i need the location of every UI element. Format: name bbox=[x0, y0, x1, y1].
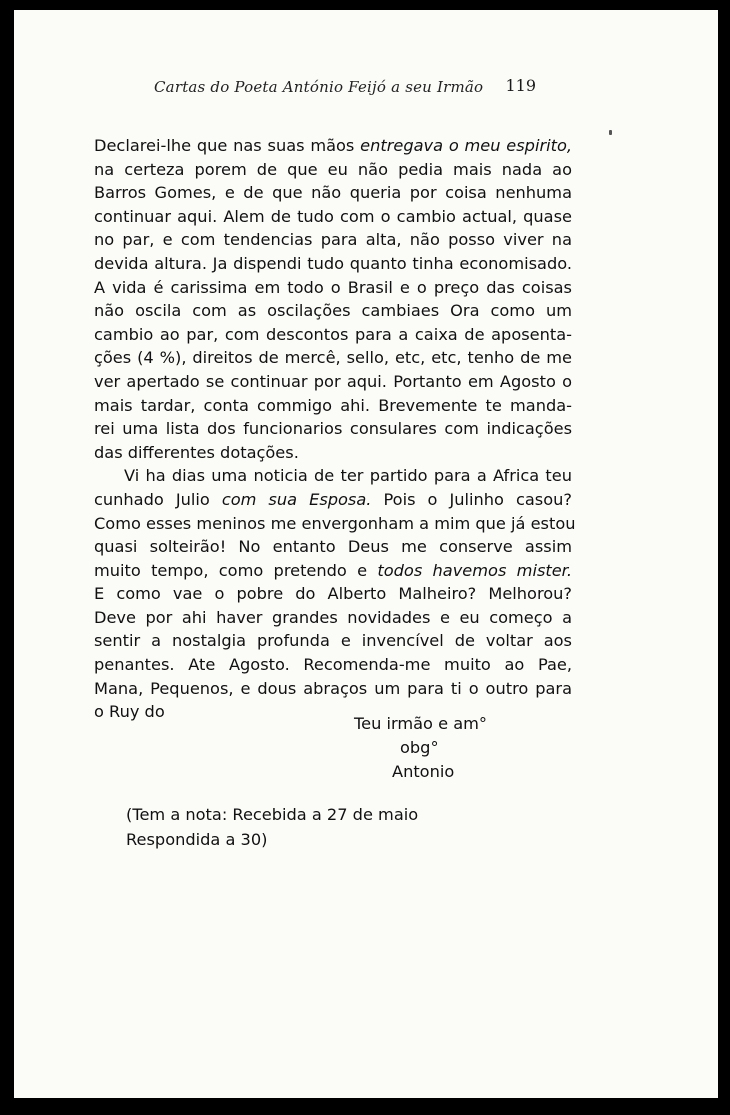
signature-closing: Teu irmão e am° bbox=[354, 714, 487, 733]
text-segment: muito tempo, como pretendo e bbox=[94, 560, 378, 580]
text-segment: cunhado Julio bbox=[94, 489, 222, 509]
text-segment: rei uma lista dos funcionarios consulares com indicações bbox=[94, 419, 572, 439]
text-segment: E como vae o pobre do Alberto Malheiro? Melhorou? bbox=[94, 584, 572, 604]
letter-line bbox=[94, 535, 572, 559]
letter-line bbox=[94, 606, 572, 630]
italic-phrase: com sua Esposa. bbox=[221, 489, 372, 509]
text-segment: ções (4 %), direitos de mercê, sello, etc, etc, tenho de me bbox=[94, 348, 572, 368]
text-segment: Mana, Pequenos, e dous abraços um para ti o outro para bbox=[94, 678, 572, 698]
text-segment: Deve por ahi haver grandes novidades e eu começo a bbox=[94, 607, 572, 627]
text-segment: na certeza porem de que eu não pedia mais nada ao bbox=[94, 159, 572, 179]
text-segment: devida altura. Ja dispendi tudo quanto tinha economisado. bbox=[94, 253, 572, 273]
text-segment: A vida é carissima em todo o Brasil e o preço das coisas bbox=[94, 277, 572, 297]
text-segment: penantes. Ate Agosto. Recomenda-me muito ao Pae, bbox=[94, 655, 572, 675]
letter-line bbox=[94, 464, 572, 488]
text-segment: no par, e com tendencias para alta, não posso viver na bbox=[94, 230, 572, 250]
text-segment: cambio ao par, com descontos para a caixa de aposenta- bbox=[94, 324, 572, 344]
text-segment: ver apertado se continuar por aqui. Portanto em Agosto o bbox=[94, 371, 572, 391]
letter-line bbox=[94, 394, 572, 418]
signature-block bbox=[354, 712, 554, 784]
text-segment: Barros Gomes, e de que não queria por coisa nenhuma bbox=[94, 183, 572, 203]
letter-line bbox=[94, 299, 572, 323]
letter-line bbox=[94, 370, 572, 394]
text-segment: das differentes dotações. bbox=[94, 442, 299, 462]
letter-line bbox=[94, 134, 572, 158]
text-segment: quasi solteirão! No entanto Deus me conserve assim bbox=[94, 537, 572, 557]
letter-line bbox=[94, 512, 576, 536]
page-number: 119 bbox=[505, 76, 536, 95]
print-speck bbox=[609, 130, 612, 135]
text-segment: Declarei-lhe que nas suas mãos bbox=[94, 136, 361, 155]
text-segment: sentir a nostalgia profunda e invencível de voltar aos bbox=[94, 631, 572, 651]
text-segment: Vi ha dias uma noticia de ter partido para a Africa teu bbox=[124, 466, 572, 486]
letter-line bbox=[94, 276, 572, 300]
page-header bbox=[154, 76, 574, 100]
letter-line bbox=[94, 323, 572, 347]
letter-line bbox=[94, 205, 572, 229]
text-segment: continuar aqui. Alem de tudo com o cambio actual, quase bbox=[94, 206, 572, 226]
text-segment: não oscila com as oscilações cambiaes Ora como um bbox=[94, 301, 572, 321]
letter-line bbox=[94, 488, 572, 512]
running-title: Cartas do Poeta António Feijó a seu Irmão bbox=[154, 78, 484, 96]
text-segment: Pois o Julinho casou? bbox=[371, 489, 572, 509]
text-segment: Como esses meninos me envergonham a mim que já estou bbox=[94, 513, 576, 533]
letter-line bbox=[94, 677, 572, 701]
signature-abbreviation: obg° bbox=[400, 738, 439, 757]
archive-note bbox=[126, 802, 486, 852]
italic-phrase: entregava o meu espirito, bbox=[360, 136, 572, 155]
letter-line bbox=[94, 582, 572, 606]
signature-name: Antonio bbox=[392, 762, 455, 781]
italic-phrase: todos havemos mister. bbox=[377, 560, 572, 580]
letter-line bbox=[94, 653, 572, 677]
letter-line bbox=[94, 346, 572, 370]
note-received-line: (Tem a nota: Recebida a 27 de maio bbox=[126, 805, 419, 824]
letter-line bbox=[94, 441, 572, 465]
letter-line bbox=[94, 559, 572, 583]
letter-line bbox=[94, 158, 572, 182]
text-segment: o Ruy do bbox=[94, 702, 165, 722]
book-page bbox=[14, 10, 718, 1098]
letter-line bbox=[94, 629, 572, 653]
letter-line bbox=[94, 228, 572, 252]
letter-line bbox=[94, 252, 572, 276]
letter-line bbox=[94, 417, 572, 441]
text-segment: mais tardar, conta commigo ahi. Brevemente te manda- bbox=[94, 395, 572, 415]
note-answered-line: Respondida a 30) bbox=[126, 830, 268, 849]
letter-line bbox=[94, 181, 572, 205]
letter-body bbox=[94, 134, 576, 724]
